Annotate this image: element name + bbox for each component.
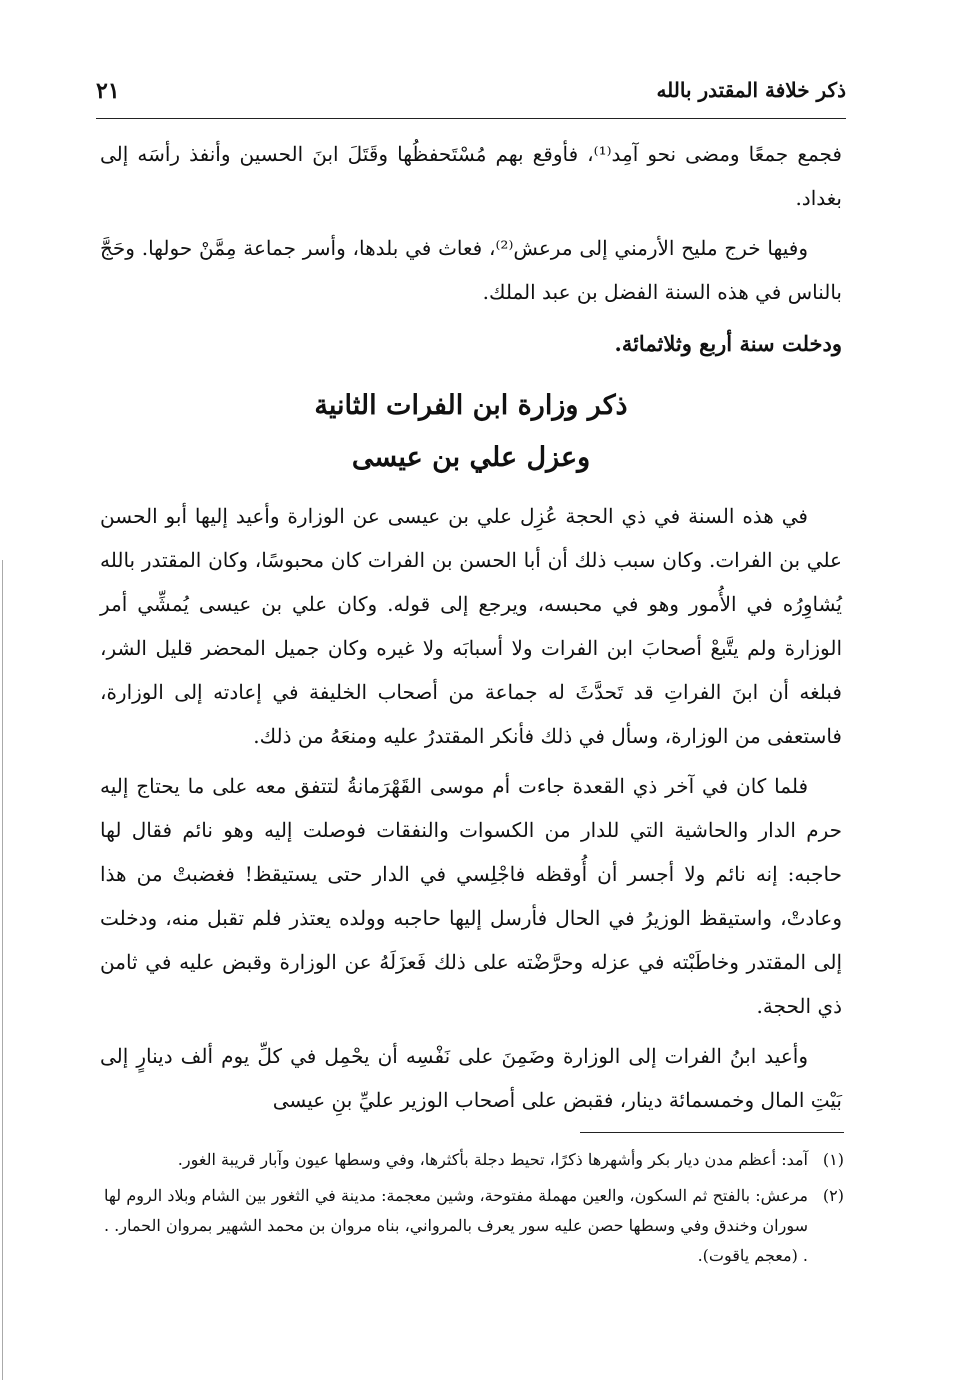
page-header	[96, 74, 846, 119]
body-text	[100, 132, 842, 1128]
scan-edge-line	[2, 560, 3, 1380]
footnote-divider	[580, 1132, 844, 1133]
running-title: ذكر خلافة المقتدر بالله	[656, 78, 846, 102]
footnote-number: (٢)	[822, 1186, 844, 1205]
section-heading	[100, 380, 842, 484]
footnote	[104, 1181, 844, 1271]
paragraph: في هذه السنة في ذي الحجة عُزِل علي بن عيسى عن الوزارة وأعيد إليها أبو الحسن علي بن الفرات. وكان سبب ذلك أن أبا الحسن بن الفرات كان محبوسًا، وكان المقتدر بالله يُشاوِرُه في الأُمور وهو في محبسه، ويرجع إلى قوله. وكان علي بن عيسى يُمشِّي أمر الوزارة ولم يتَّبعْ أصحابَ ابن الفرات ولا أسبابَه ولا غيره وكان جميل المحضر قليل الشر، فبلغه أن ابنَ الفراتِ قد تَحدَّثَ له جماعة من أصحاب الخليفة في إعادته إلى الوزارة، فاستعفى من الوزارة، وسأل في ذلك فأنكر المقتدرُ عليه ومنعَهُ من ذلك.	[100, 504, 842, 748]
footnote-text: آمد: أعظم مدن ديار بكر وأشهرها ذكرًا، تحيط دجلة بأكثرها، وفي وسطها عيون وآبار قريبة الغور.	[177, 1150, 808, 1169]
heading-line-1: ذكر وزارة ابن الفرات الثانية	[314, 390, 628, 421]
paragraph: فجمع جمعًا ومضى نحو آمِد⁽¹⁾، فأوقع بهم مُسْتَحفظُها وقَتَلَ ابنَ الحسين وأنفذ رأسَه إلى بغداد.	[100, 142, 842, 210]
paragraph: فلما كان في آخر ذي القعدة جاءت أم موسى القَهْرَمانةُ لتتفق معه على ما يحتاج إليه حرم الدار والحاشية التي للدار من الكسوات والنفقات فوصلت إليه وهو نائم فقال لها حاجبه: إنه نائم ولا أجسر أن أُوقظه فاجْلِسي في الدار حتى يستيقظ! فغضبتْ من هذا وعادتْ، واستيقظ الوزيرُ في الحال فأرسل إليها حاجبه وولده يعتذر فلم تقبل منه، ودخلت إلى المقتدر وخاطَبْته في عزله وحرَّضْته على ذلك فَعزَلَهُ عن الوزارة وقبض عليه في ثامن ذي الحجة.	[100, 774, 842, 1018]
page-number: ٢١	[96, 78, 120, 104]
heading-line-2: وعزل علي بن عيسى	[351, 442, 591, 473]
footnotes	[104, 1132, 844, 1277]
year-entry: ودخلت سنة أربع وثلاثمائة.	[614, 331, 842, 356]
footnote	[104, 1145, 844, 1175]
paragraph: وفيها خرج مليح الأرمني إلى مرعش⁽²⁾، فعاث في بلدها، وأسر جماعة مِمَّنْ حولها. وحَجَّ بالناس في هذه السنة الفضل بن عبد الملك.	[100, 236, 842, 304]
footnote-text: مرعش: بالفتح ثم السكون، والعين مهملة مفتوحة، وشين معجمة: مدينة في الثغور بين الشام وبلاد الروم لها سوران وخندق وفي وسطها حصن عليه سور يعرف بالمرواني، بناه مروان بن محمد الشهير بمروان الحمار. . . (معجم ياقوت).	[104, 1186, 808, 1265]
footnote-number: (١)	[822, 1150, 844, 1169]
paragraph: وأعيد ابنُ الفرات إلى الوزارة وضَمِنَ على نَفْسِه أن يحْمِل في كلِّ يوم ألف دينارٍ إلى بَيْتِ المال وخمسمائة دينار، فقبض على أصحاب الوزير عليِّ بنِ عيسى	[100, 1044, 842, 1112]
